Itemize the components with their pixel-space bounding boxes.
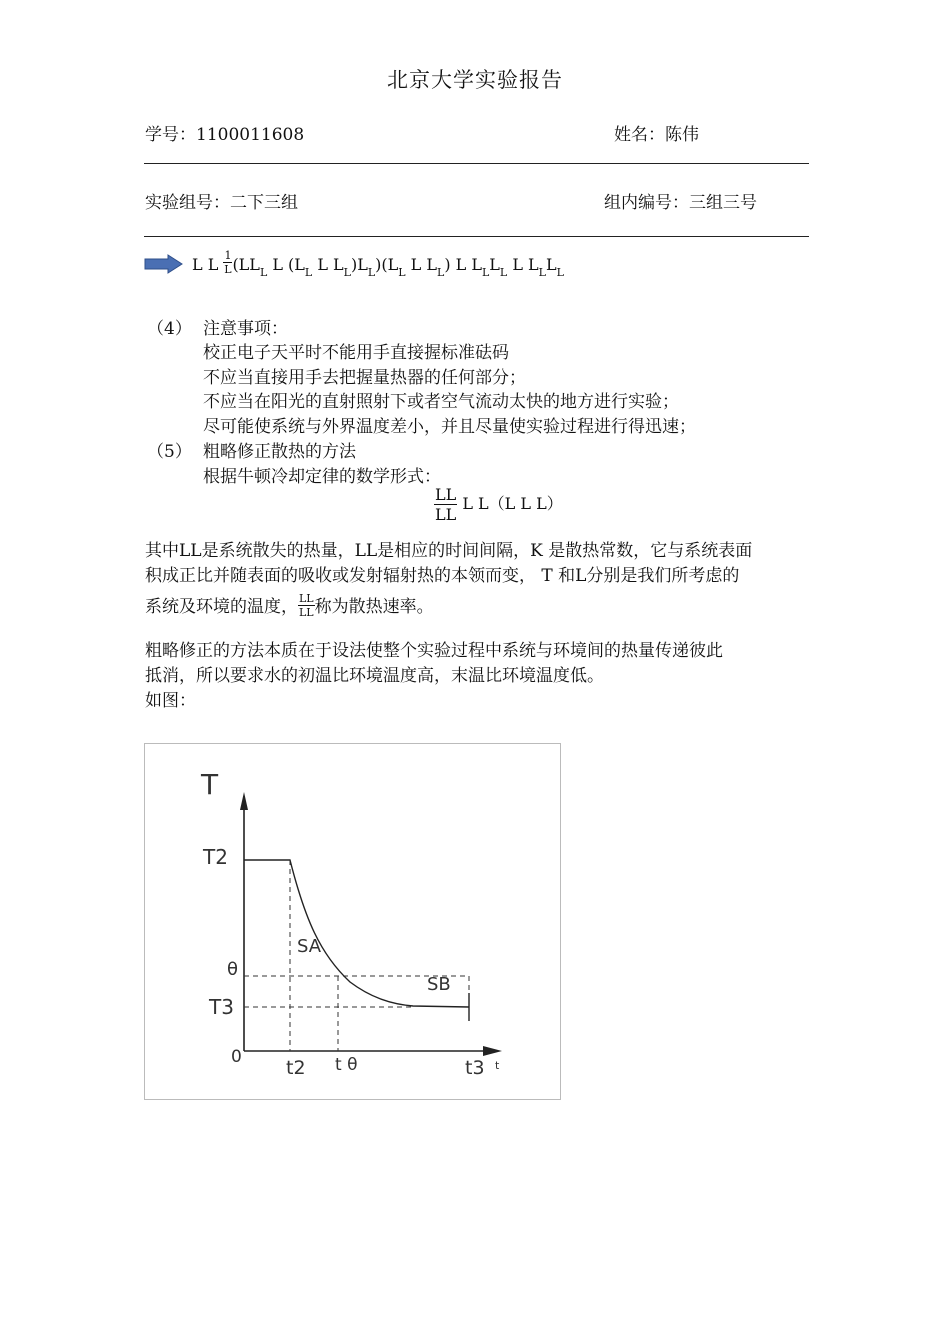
page-title: 北京大学实验报告 [387, 68, 563, 92]
y-tick-label: T2 [203, 845, 228, 869]
formula-fraction: $\frac{1}{L}$ [224, 249, 232, 276]
section-4-number: （4） [147, 319, 192, 339]
paragraph-line: 其中LL是系统散失的热量，LL是相应的时间间隔，K 是散热常数，它与系统表面 [145, 541, 753, 561]
cooling-curve-diagram [145, 744, 560, 1099]
paragraph-line: 系统及环境的温度， $\frac{LL}{LL}$ 称为散热速率。 [145, 592, 434, 619]
formula-line: L L $\frac{1}{L}$ ($LL_L$ L ($L_L$ L $L_L)L_L)(L_L$ L $L_L$) L $L_LL_L$ L $L_LL_L$ [192, 249, 564, 279]
section-4-item: 尽可能使系统与外界温度差小，并且尽量使实验过程进行得迅速； [203, 417, 696, 437]
y-axis-arrow [240, 792, 248, 810]
student-id: 学号：1100011608 [145, 125, 305, 145]
header-divider-2 [144, 236, 809, 237]
header-divider-1 [144, 163, 809, 164]
x-axis-label: t [495, 1059, 500, 1072]
newton-cooling-equation: $\frac{LL}{LL}$ L L（L L L） [435, 485, 563, 524]
section-4-heading: 注意事项： [203, 319, 288, 339]
group-member-number: 组内编号：三组三号 [604, 193, 757, 213]
y-tick-label: T3 [209, 995, 234, 1019]
x-axis-arrow [483, 1046, 502, 1056]
equation-fraction: $\frac{LL}{LL}$ [435, 485, 457, 524]
section-4-item: 校正电子天平时不能用手直接握标准砝码 [203, 343, 509, 363]
y-axis-label: T [201, 768, 219, 801]
paragraph-line: 积成正比并随表面的吸收或发射辐射热的本领而变， T 和L分别是我们所考虑的 [145, 566, 740, 586]
paragraph-line: 抵消，所以要求水的初温比环境温度高，末温比环境温度低。 [145, 666, 604, 686]
area-label-sa: SA [297, 936, 322, 957]
right-arrow-icon [144, 254, 184, 274]
section-5-number: （5） [147, 442, 192, 462]
guide-lines [244, 860, 469, 1051]
section-5-intro: 根据牛顿冷却定律的数学形式： [203, 467, 441, 487]
x-tick-label: t3 [465, 1057, 485, 1079]
x-tick-label: t2 [286, 1057, 306, 1079]
cooling-curve-figure [144, 743, 561, 1100]
rate-fraction: $\frac{LL}{LL}$ [299, 592, 314, 619]
x-tick-label: t θ [335, 1055, 358, 1075]
section-5-heading: 粗略修正散热的方法 [203, 442, 356, 462]
section-4-item: 不应当在阳光的直射照射下或者空气流动太快的地方进行实验； [203, 392, 679, 412]
origin-label: 0 [231, 1047, 242, 1067]
paragraph-line: 粗略修正的方法本质在于设法使整个实验过程中系统与环境间的热量传递彼此 [145, 641, 723, 661]
student-name: 姓名：陈伟 [614, 125, 699, 145]
paragraph-line: 如图： [145, 691, 196, 711]
section-4-item: 不应当直接用手去把握量热器的任何部分； [203, 368, 526, 388]
area-label-sb: SB [427, 974, 451, 995]
y-tick-label: θ [227, 959, 239, 980]
experiment-group: 实验组号：二下三组 [145, 193, 298, 213]
